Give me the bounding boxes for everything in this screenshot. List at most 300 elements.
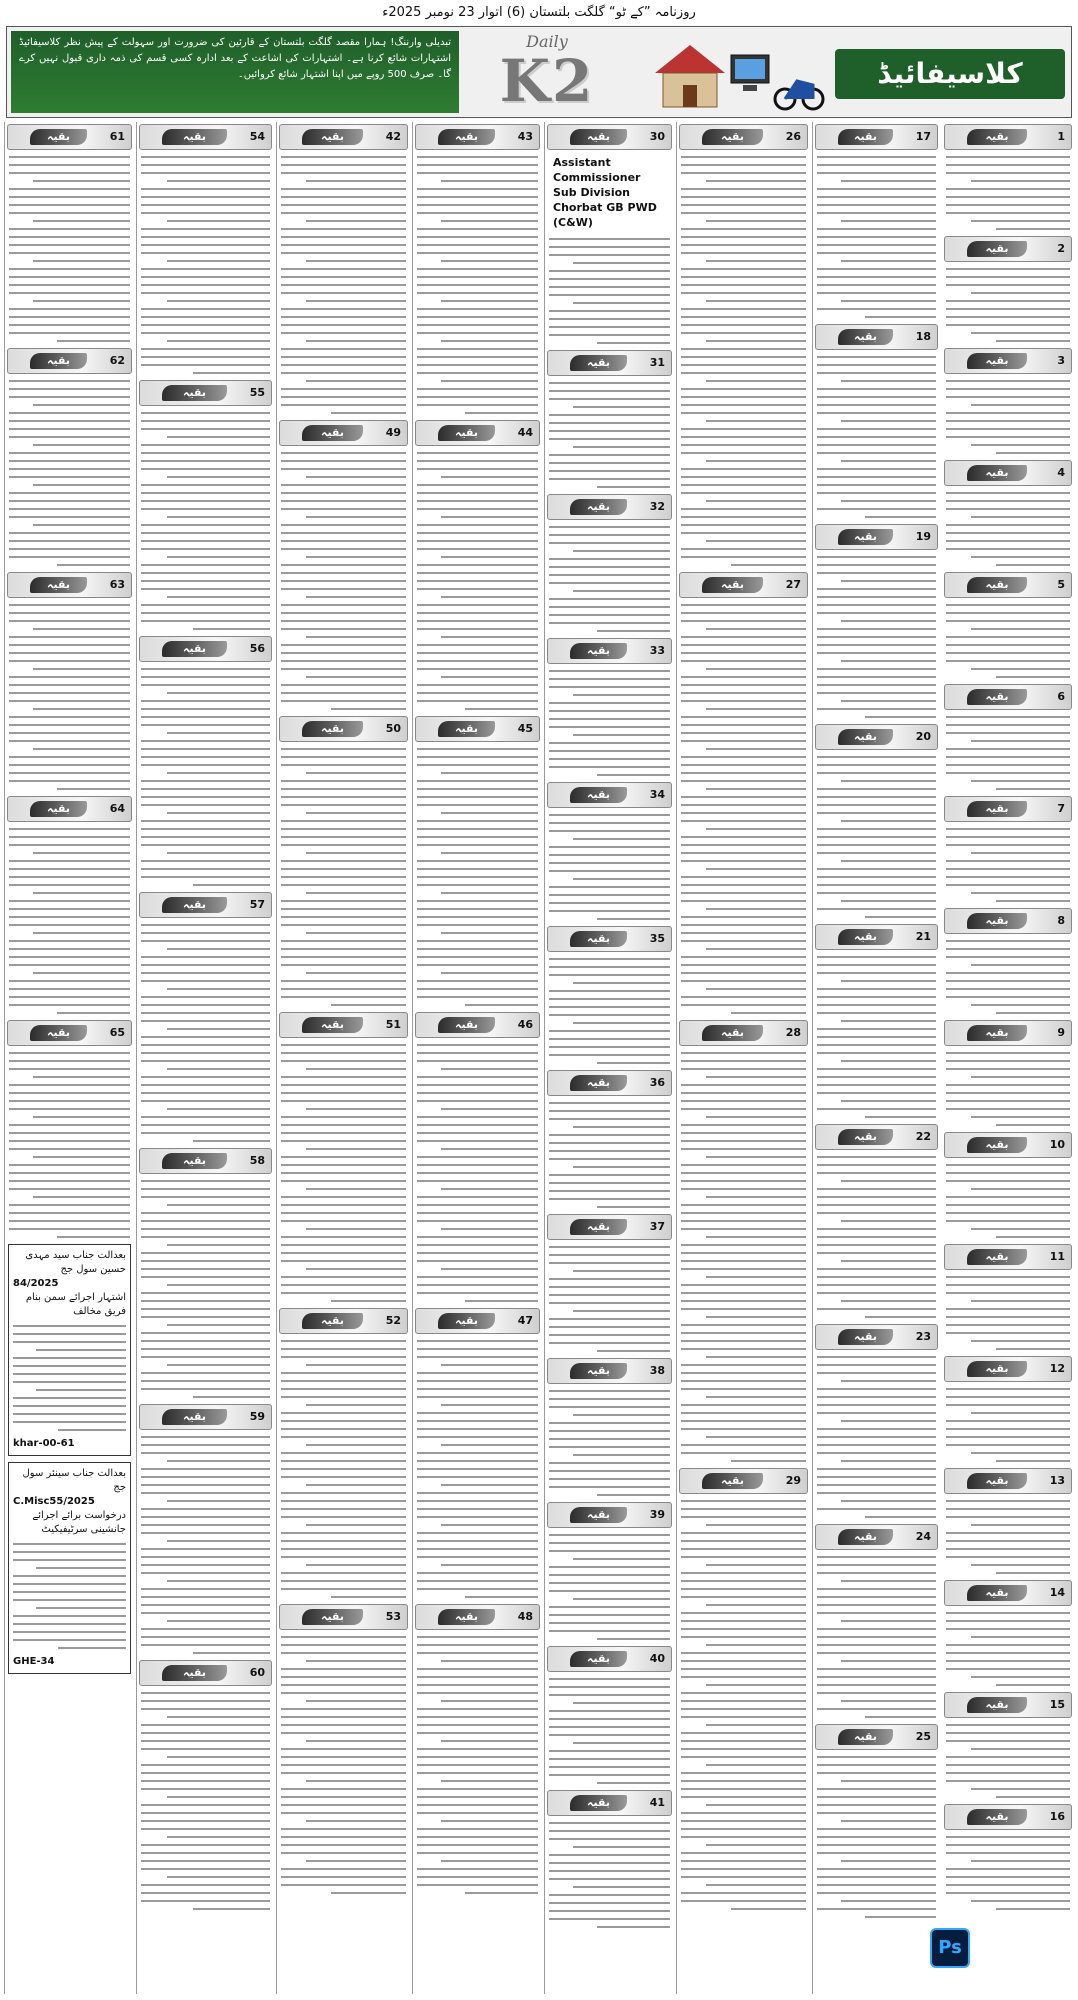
text-line: [141, 972, 270, 974]
text-line: [141, 1724, 270, 1726]
text-line: [817, 292, 936, 294]
text-line: [549, 1110, 670, 1112]
text-line: [417, 940, 538, 942]
text-line: [946, 1108, 1070, 1110]
text-line: [141, 228, 270, 230]
text-line: [946, 212, 1070, 214]
text-line: [817, 428, 936, 430]
text-line: [946, 956, 1070, 958]
court-notice-title: بعدالت جناب سید مہدی حسین سول جج: [25, 1250, 126, 1275]
text-line: [706, 988, 806, 990]
text-line: [9, 884, 130, 886]
text-line: [681, 676, 806, 678]
text-line: [549, 1758, 670, 1760]
ad-number: 1: [1057, 130, 1065, 143]
text-line: [549, 326, 670, 328]
text-line: [167, 436, 270, 438]
text-line: [417, 1772, 538, 1774]
text-line: [13, 1575, 126, 1577]
text-line: [573, 1454, 670, 1456]
text-line: [141, 1820, 270, 1822]
text-line: [141, 1340, 270, 1342]
text-line: [549, 1822, 670, 1824]
text-line: [841, 1500, 936, 1502]
text-line: [946, 1420, 1070, 1422]
text-line: [9, 956, 130, 958]
text-line: [681, 884, 806, 886]
text-line: [441, 1564, 538, 1566]
text-line: [549, 718, 670, 720]
text-line: [417, 1076, 538, 1078]
text-line: [141, 1252, 270, 1254]
text-line: [281, 1540, 406, 1542]
text-line: [141, 548, 270, 550]
text-line: [706, 1436, 806, 1438]
ad-header: [815, 1524, 938, 1550]
text-line: [281, 1180, 406, 1182]
text-line: [841, 1020, 936, 1022]
text-line: [13, 1623, 126, 1625]
text-line: [971, 1564, 1070, 1566]
text-line: [946, 428, 1070, 430]
text-line: [817, 1196, 936, 1198]
text-line: [946, 1892, 1070, 1894]
text-line: [167, 596, 270, 598]
ad-body: [545, 1390, 674, 1496]
ad-header: [815, 524, 938, 550]
column-2: [136, 122, 274, 1994]
text-line: [817, 228, 936, 230]
text-line: [9, 1220, 130, 1222]
text-line: [141, 588, 270, 590]
text-line: [141, 1348, 270, 1350]
ad-header-label: بقیہ: [967, 353, 1027, 369]
text-line: [681, 1668, 806, 1670]
ad-number: 14: [1049, 1586, 1065, 1599]
text-line: [597, 1638, 670, 1640]
text-line: [971, 332, 1070, 334]
text-line: [9, 764, 130, 766]
ad-body: [813, 1556, 940, 1718]
text-line: [946, 1844, 1070, 1846]
text-line: [817, 1836, 936, 1838]
text-line: [417, 468, 538, 470]
text-line: [141, 1380, 270, 1382]
ad-number: 44: [517, 426, 533, 439]
text-line: [817, 1756, 936, 1758]
text-line: [946, 1836, 1070, 1838]
text-line: [549, 606, 670, 608]
text-line: [441, 556, 538, 558]
ad-number: 24: [915, 1530, 931, 1543]
text-line: [417, 1852, 538, 1854]
text-line: [33, 668, 130, 670]
text-line: [841, 1580, 936, 1582]
text-line: [946, 1660, 1070, 1662]
text-line: [681, 956, 806, 958]
text-line: [141, 1452, 270, 1454]
ad-body: [137, 156, 274, 374]
text-line: [817, 1452, 936, 1454]
text-line: [417, 620, 538, 622]
text-line: [417, 1652, 538, 1654]
text-line: [417, 1396, 538, 1398]
text-line: [417, 396, 538, 398]
text-line: [281, 916, 406, 918]
text-line: [281, 1804, 406, 1806]
text-line: [971, 180, 1070, 182]
text-line: [281, 1116, 406, 1118]
text-line: [706, 340, 806, 342]
ad-body: [137, 412, 274, 630]
text-line: [193, 1652, 270, 1654]
text-line: [946, 532, 1070, 534]
text-line: [281, 508, 406, 510]
text-line: [417, 1492, 538, 1494]
text-line: [417, 1796, 538, 1798]
text-line: [281, 1772, 406, 1774]
text-line: [281, 1796, 406, 1798]
text-line: [573, 1702, 670, 1704]
text-line: [141, 1492, 270, 1494]
text-line: [36, 1567, 126, 1569]
text-line: [817, 1884, 936, 1886]
text-line: [817, 1388, 936, 1390]
text-line: [681, 1308, 806, 1310]
text-line: [865, 1916, 936, 1918]
text-line: [817, 452, 936, 454]
text-line: [706, 908, 806, 910]
text-line: [549, 310, 670, 312]
text-line: [417, 292, 538, 294]
text-line: [817, 764, 936, 766]
ad-header: [944, 796, 1072, 822]
text-line: [13, 1381, 126, 1383]
classified-title: کلاسیفائیڈ: [835, 49, 1065, 99]
text-line: [946, 540, 1070, 542]
ad-body: [677, 1052, 810, 1462]
text-line: [549, 1574, 670, 1576]
banner-notice: تبدیلی وارننگ! ہمارا مقصد گلگت بلتستان کے قارئین کی ضرورت اور سہولت کے پیش نظر کلاسیفائیڈ اشتہارات شائع کرنا ہے۔ اشتہارات کی اشاعت کے بعد ادارہ کسی قسم کی ذمہ داری قبول نہیں کرے گا۔ صرف 500 روپے میں اپنا اشتہار شائع کروائیں۔: [11, 31, 459, 113]
text-line: [817, 1788, 936, 1790]
text-line: [417, 1340, 538, 1342]
text-line: [971, 292, 1070, 294]
ad-header: [139, 1404, 272, 1430]
ad-body: [545, 1102, 674, 1208]
text-line: [549, 846, 670, 848]
text-line: [465, 412, 538, 414]
text-line: [681, 924, 806, 926]
text-line: [141, 1532, 270, 1534]
text-line: [441, 1740, 538, 1742]
text-line: [817, 1236, 936, 1238]
text-line: [281, 252, 406, 254]
text-line: [417, 1748, 538, 1750]
text-line: [167, 772, 270, 774]
text-line: [946, 644, 1070, 646]
text-line: [417, 700, 538, 702]
text-line: [817, 492, 936, 494]
text-line: [841, 1620, 936, 1622]
ad-body: [813, 956, 940, 1118]
text-line: [141, 1092, 270, 1094]
text-line: [996, 1236, 1070, 1238]
text-line: [706, 1804, 806, 1806]
text-line: [817, 1676, 936, 1678]
text-line: [681, 1364, 806, 1366]
text-line: [167, 1716, 270, 1718]
text-line: [141, 1740, 270, 1742]
text-line: [817, 1868, 936, 1870]
text-line: [549, 1134, 670, 1136]
text-line: [681, 644, 806, 646]
text-line: [141, 1900, 270, 1902]
text-line: [681, 1324, 806, 1326]
text-line: [9, 724, 130, 726]
text-line: [946, 492, 1070, 494]
text-line: [817, 484, 936, 486]
text-line: [681, 820, 806, 822]
text-line: [996, 900, 1070, 902]
text-line: [281, 1292, 406, 1294]
text-line: [417, 964, 538, 966]
text-line: [681, 244, 806, 246]
text-line: [681, 372, 806, 374]
ad-body: [813, 1356, 940, 1518]
text-line: [281, 244, 406, 246]
text-line: [9, 740, 130, 742]
text-line: [141, 1508, 270, 1510]
text-line: [706, 1356, 806, 1358]
text-line: [417, 1244, 538, 1246]
text-line: [417, 908, 538, 910]
text-line: [417, 1124, 538, 1126]
text-line: [417, 1556, 538, 1558]
text-line: [549, 1750, 670, 1752]
text-line: [549, 1054, 670, 1056]
text-line: [681, 1284, 806, 1286]
text-line: [549, 598, 670, 600]
text-line: [549, 894, 670, 896]
text-line: [549, 1390, 670, 1392]
text-line: [681, 1404, 806, 1406]
text-line: [281, 1708, 406, 1710]
notice-ref-code: khar-00-61: [13, 1438, 75, 1449]
text-line: [817, 652, 936, 654]
text-line: [549, 1118, 670, 1120]
text-line: [946, 1180, 1070, 1182]
text-line: [13, 1639, 126, 1641]
text-line: [681, 1244, 806, 1246]
text-line: [441, 1268, 538, 1270]
text-line: [817, 1476, 936, 1478]
text-line: [33, 220, 130, 222]
ad-body: [137, 924, 274, 1142]
text-line: [141, 1548, 270, 1550]
text-line: [946, 1772, 1070, 1774]
text-line: [946, 1652, 1070, 1654]
text-line: [9, 612, 130, 614]
text-line: [306, 932, 406, 934]
text-line: [141, 508, 270, 510]
ad-header: [944, 1244, 1072, 1270]
text-line: [946, 1556, 1070, 1558]
text-line: [465, 708, 538, 710]
text-line: [417, 364, 538, 366]
text-line: [865, 716, 936, 718]
text-line: [9, 500, 130, 502]
text-line: [731, 1908, 806, 1910]
text-line: [681, 1820, 806, 1822]
text-line: [141, 1356, 270, 1358]
text-line: [9, 620, 130, 622]
ad-header-label: بقیہ: [302, 721, 363, 737]
text-line: [549, 422, 670, 424]
ad-body: [942, 1836, 1074, 1910]
text-line: [817, 1252, 936, 1254]
text-line: [281, 1164, 406, 1166]
text-line: [681, 780, 806, 782]
ad-number: 19: [915, 530, 931, 543]
text-line: [417, 484, 538, 486]
text-line: [9, 556, 130, 558]
text-line: [946, 828, 1070, 830]
text-line: [281, 948, 406, 950]
column-7: [812, 122, 940, 1994]
text-line: [33, 444, 130, 446]
text-line: [946, 1164, 1070, 1166]
ad-body: [137, 668, 274, 886]
text-line: [706, 1316, 806, 1318]
text-line: [817, 572, 936, 574]
text-line: [681, 652, 806, 654]
text-line: [306, 1484, 406, 1486]
text-line: [706, 828, 806, 830]
text-line: [141, 452, 270, 454]
text-line: [441, 340, 538, 342]
text-line: [681, 1900, 806, 1902]
text-line: [597, 1494, 670, 1496]
text-line: [549, 390, 670, 392]
text-line: [681, 724, 806, 726]
text-line: [841, 1460, 936, 1462]
text-line: [417, 564, 538, 566]
text-line: [946, 980, 1070, 982]
text-line: [706, 628, 806, 630]
text-line: [681, 716, 806, 718]
text-line: [141, 284, 270, 286]
text-line: [141, 1828, 270, 1830]
text-line: [441, 1860, 538, 1862]
text-line: [441, 676, 538, 678]
ad-header-label: بقیہ: [570, 499, 627, 515]
ad-header: [815, 924, 938, 950]
text-line: [306, 1188, 406, 1190]
text-line: [996, 340, 1070, 342]
text-line: [141, 1036, 270, 1038]
text-line: [306, 1364, 406, 1366]
text-line: [817, 1108, 936, 1110]
text-line: [817, 1852, 936, 1854]
text-line: [417, 756, 538, 758]
text-line: [141, 1468, 270, 1470]
text-line: [817, 1908, 936, 1910]
ad-body: [137, 1180, 274, 1398]
text-line: [167, 1108, 270, 1110]
text-line: [281, 924, 406, 926]
text-line: [817, 1572, 936, 1574]
text-line: [946, 1868, 1070, 1870]
text-line: [281, 660, 406, 662]
text-line: [817, 556, 936, 558]
text-line: [971, 964, 1070, 966]
ad-number: 49: [385, 426, 401, 439]
ad-header: [139, 636, 272, 662]
text-line: [681, 1340, 806, 1342]
text-line: [549, 1446, 670, 1448]
text-line: [13, 1559, 126, 1561]
text-line: [681, 396, 806, 398]
text-line: [681, 1428, 806, 1430]
text-line: [9, 1060, 130, 1062]
text-line: [706, 1684, 806, 1686]
ad-header-label: بقیہ: [838, 929, 893, 945]
text-line: [817, 1612, 936, 1614]
text-line: [9, 316, 130, 318]
text-line: [281, 156, 406, 158]
text-line: [281, 1428, 406, 1430]
text-line: [549, 278, 670, 280]
text-line: [817, 876, 936, 878]
text-line: [441, 1444, 538, 1446]
text-line: [946, 308, 1070, 310]
text-line: [841, 180, 936, 182]
ad-header-label: بقیہ: [838, 529, 893, 545]
text-line: [441, 812, 538, 814]
text-line: [549, 726, 670, 728]
text-line: [996, 1684, 1070, 1686]
text-line: [681, 732, 806, 734]
text-line: [597, 1782, 670, 1784]
text-line: [817, 564, 936, 566]
text-line: [817, 164, 936, 166]
ad-number: 40: [649, 1652, 665, 1665]
text-line: [681, 1164, 806, 1166]
text-line: [281, 988, 406, 990]
ad-header: [944, 1468, 1072, 1494]
text-line: [9, 1108, 130, 1110]
text-line: [681, 1708, 806, 1710]
text-line: [946, 380, 1070, 382]
text-line: [141, 956, 270, 958]
text-line: [946, 508, 1070, 510]
text-line: [281, 500, 406, 502]
photoshop-badge-icon: Ps: [930, 1928, 970, 1968]
text-line: [681, 236, 806, 238]
text-line: [281, 780, 406, 782]
ad-header-label: بقیہ: [967, 1697, 1027, 1713]
text-line: [281, 1588, 406, 1590]
text-line: [946, 1196, 1070, 1198]
ad-header-label: بقیہ: [570, 787, 627, 803]
text-line: [549, 1014, 670, 1016]
text-line: [946, 420, 1070, 422]
text-line: [9, 1212, 130, 1214]
text-line: [417, 524, 538, 526]
text-line: [706, 380, 806, 382]
text-line: [817, 1444, 936, 1446]
text-line: [9, 988, 130, 990]
